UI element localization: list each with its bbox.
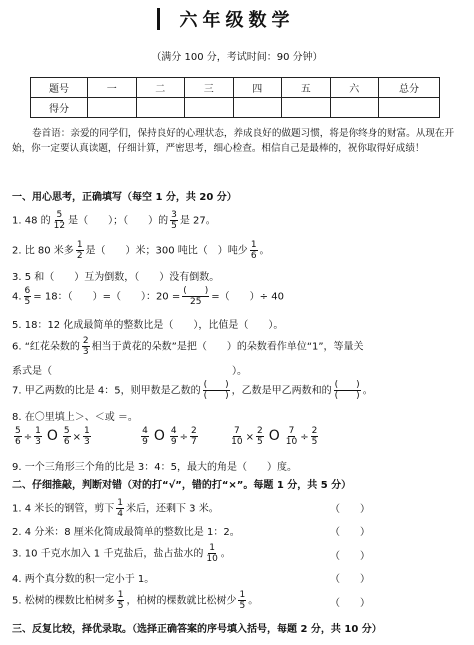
fraction	[203, 380, 230, 401]
denominator: 4	[117, 509, 123, 519]
q-text: 7. 甲乙两数的比是 4：5，则甲数是乙数的	[12, 385, 201, 397]
q-text: 相当于黄花的朵数”是把（ ）的朵数看作单位“1”，等量关	[91, 341, 364, 353]
fraction	[117, 590, 125, 611]
cell-section-2: 二	[136, 78, 185, 98]
intro-paragraph: 卷首语：亲爱的同学们，保持良好的心理状态，养成良好的做题习惯，将是你终身的财富。从现在开始，你一定要认真读题，仔细计算，严密思考，细心检查。相信自己是最棒的，祝你取得好成绩！	[12, 128, 455, 154]
s2-q5	[12, 590, 258, 611]
denominator: 6	[63, 437, 70, 447]
denominator: 9	[170, 437, 177, 447]
cell-score-label: 得分	[31, 98, 88, 118]
q-text: 是（ ）；（ ）的	[68, 215, 169, 227]
numerator: 7	[288, 426, 295, 436]
numerator: 5	[63, 426, 70, 436]
q-text: 。	[248, 595, 259, 607]
denominator: 25	[190, 297, 202, 307]
cell-section-3: 三	[185, 78, 234, 98]
denominator: 5	[24, 297, 31, 307]
score-input-5[interactable]	[282, 98, 331, 118]
cell-section-4: 四	[233, 78, 282, 98]
section2-title: 二、仔细推敲，判断对错（对的打“√”，错的打“×”。每题 1 分，共 5 分）	[12, 480, 352, 491]
score-input-2[interactable]	[136, 98, 185, 118]
q-text: 。	[259, 245, 270, 257]
s2-q5-answer-blank[interactable]: （ ）	[330, 598, 370, 609]
numerator: 7	[233, 426, 240, 436]
cell-total: 总分	[379, 78, 440, 98]
title-decor-bar	[157, 8, 160, 30]
denominator: 10	[231, 437, 243, 447]
s1-q9: 9. 一个三角形三个角的比是 3：4：5，最大的角是（ ）度。	[12, 462, 297, 473]
numerator: 5	[56, 210, 63, 220]
denominator: 6	[15, 437, 21, 447]
numerator: 4	[142, 426, 148, 436]
fraction	[63, 426, 71, 447]
q-text: 1. 4 米长的钢管，剪下	[12, 503, 115, 515]
numerator: 2	[256, 426, 263, 436]
compare-item-1	[12, 426, 96, 447]
s2-q4-answer-blank[interactable]: （ ）	[330, 574, 370, 585]
q-text: ，乙数是甲乙两数和的	[231, 385, 332, 397]
cell-section-6: 六	[330, 78, 379, 98]
numerator: 2	[82, 336, 89, 346]
q-text: 是 27。	[179, 215, 216, 227]
denominator: 7	[191, 437, 197, 447]
denominator: ( )	[334, 391, 360, 401]
numerator: ( )	[334, 380, 360, 390]
score-input-total[interactable]	[379, 98, 440, 118]
numerator: 5	[15, 426, 21, 436]
q-text: 2. 比 80 米多	[12, 245, 74, 257]
compare-circle[interactable]: O	[153, 427, 165, 444]
score-table-score-row	[31, 98, 440, 118]
numerator: 2	[311, 426, 318, 436]
fraction	[82, 336, 90, 357]
fraction	[182, 286, 209, 307]
fraction	[53, 210, 66, 231]
operator: ÷	[300, 431, 309, 443]
denominator: 2	[76, 251, 83, 261]
cell-label: 题号	[31, 78, 88, 98]
numerator: 1	[117, 590, 124, 600]
cell-section-5: 五	[282, 78, 331, 98]
s2-q4: 4. 两个真分数的积一定小于 1。	[12, 574, 155, 585]
score-input-3[interactable]	[185, 98, 234, 118]
s2-q1-answer-blank[interactable]: （ ）	[330, 504, 370, 515]
score-table	[30, 77, 440, 118]
fraction	[14, 426, 22, 447]
operator: ÷	[179, 431, 189, 443]
numerator: 1	[209, 543, 215, 553]
fraction	[116, 498, 124, 519]
q-text: 。	[362, 385, 373, 397]
s2-q2-answer-blank[interactable]: （ ）	[330, 527, 370, 538]
numerator: ( )	[183, 286, 209, 296]
q-text: 。	[220, 548, 231, 560]
exam-info: （满分 100 分，考试时间：90 分钟）	[151, 52, 323, 63]
fraction	[141, 426, 149, 447]
denominator: 3	[82, 347, 89, 357]
cell-section-1: 一	[88, 78, 137, 98]
operator: ÷	[23, 431, 33, 443]
score-input-4[interactable]	[233, 98, 282, 118]
q-text: 3. 10 千克水加入 1 千克盐后，盐占盐水的	[12, 548, 204, 560]
s2-q2: 2. 4 分米：8 厘米化简成最简单的整数比是 1：2。	[12, 527, 240, 538]
s1-q4	[12, 286, 284, 307]
q-text: =（ ）÷ 40	[211, 291, 284, 303]
denominator: 5	[239, 601, 246, 611]
numerator: 3	[171, 210, 177, 220]
compare-circle[interactable]: O	[268, 427, 280, 444]
denominator: 10	[206, 554, 218, 564]
denominator: 12	[53, 221, 66, 231]
denominator: 5	[311, 437, 318, 447]
s2-q1	[12, 498, 219, 519]
s1-q2	[12, 240, 270, 261]
denominator: ( )	[203, 391, 229, 401]
fraction	[311, 426, 319, 447]
score-table-header-row	[31, 78, 440, 98]
s1-q7	[12, 380, 373, 401]
q-text: 5. 松树的棵数比柏树多	[12, 595, 115, 607]
numerator: 1	[239, 590, 246, 600]
score-input-6[interactable]	[330, 98, 379, 118]
q-text: 4.	[12, 291, 22, 303]
fraction	[256, 426, 264, 447]
q-text: 是（ ）米；300 吨比（ ）吨少	[85, 245, 248, 257]
denominator: 5	[117, 601, 124, 611]
numerator: 1	[76, 240, 83, 250]
numerator: 2	[191, 426, 197, 436]
fraction	[205, 543, 218, 564]
numerator: ( )	[203, 380, 229, 390]
numerator: 1	[84, 426, 90, 436]
fraction	[334, 380, 361, 401]
denominator: 9	[142, 437, 148, 447]
numerator: 4	[170, 426, 177, 436]
fraction	[170, 426, 178, 447]
section3-title: 三、反复比较，择优录取。（选择正确答案的序号填入括号，每题 2 分，共 10 分）	[12, 624, 382, 635]
s2-q3-answer-blank[interactable]: （ ）	[330, 551, 370, 562]
fraction	[83, 426, 91, 447]
compare-item-2	[139, 426, 203, 447]
fraction	[238, 590, 246, 611]
denominator: 6	[250, 251, 257, 261]
denominator: 3	[84, 437, 90, 447]
s1-q8-items	[12, 426, 320, 447]
q-text: 6. “红花朵数的	[12, 341, 80, 353]
score-input-1[interactable]	[88, 98, 137, 118]
s1-q3: 3. 5 和（ ）互为倒数，（ ）没有倒数。	[12, 272, 220, 283]
s1-q6-cont: 系式是（ ）。	[12, 366, 247, 377]
s1-q1	[12, 210, 216, 231]
numerator: 6	[24, 286, 31, 296]
fraction	[285, 426, 298, 447]
q-text: 米后，还剩下 3 米。	[126, 503, 219, 515]
fraction	[250, 240, 258, 261]
fraction	[170, 210, 178, 231]
denominator: 5	[171, 221, 177, 231]
operator: ×	[72, 431, 82, 443]
fraction	[24, 286, 32, 307]
numerator: 1	[35, 426, 41, 436]
fraction	[190, 426, 198, 447]
denominator: 3	[35, 437, 41, 447]
compare-item-3	[228, 426, 320, 447]
q-text: ，柏树的棵数就比松树少	[126, 595, 237, 607]
fraction	[76, 240, 84, 261]
s1-q6	[12, 336, 364, 357]
operator: ×	[245, 431, 254, 443]
denominator: 5	[256, 437, 263, 447]
s1-q5: 5. 18：12 化成最简单的整数比是（ ），比值是（ ）。	[12, 320, 284, 331]
numerator: 1	[250, 240, 257, 250]
denominator: 10	[285, 437, 298, 447]
section1-title: 一、用心思考，正确填写（每空 1 分，共 20 分）	[12, 192, 237, 203]
page-title: 六年级数学	[179, 10, 295, 31]
compare-circle[interactable]: O	[46, 427, 58, 444]
q-text: 1. 48 的	[12, 215, 51, 227]
s2-q3	[12, 543, 231, 564]
s1-q8: 8. 在〇里填上＞、＜或 ＝。	[12, 412, 138, 423]
fraction	[34, 426, 42, 447]
q-text: = 18：（ ）=（ ）：20 =	[33, 291, 181, 303]
numerator: 1	[117, 498, 123, 508]
fraction	[230, 426, 243, 447]
